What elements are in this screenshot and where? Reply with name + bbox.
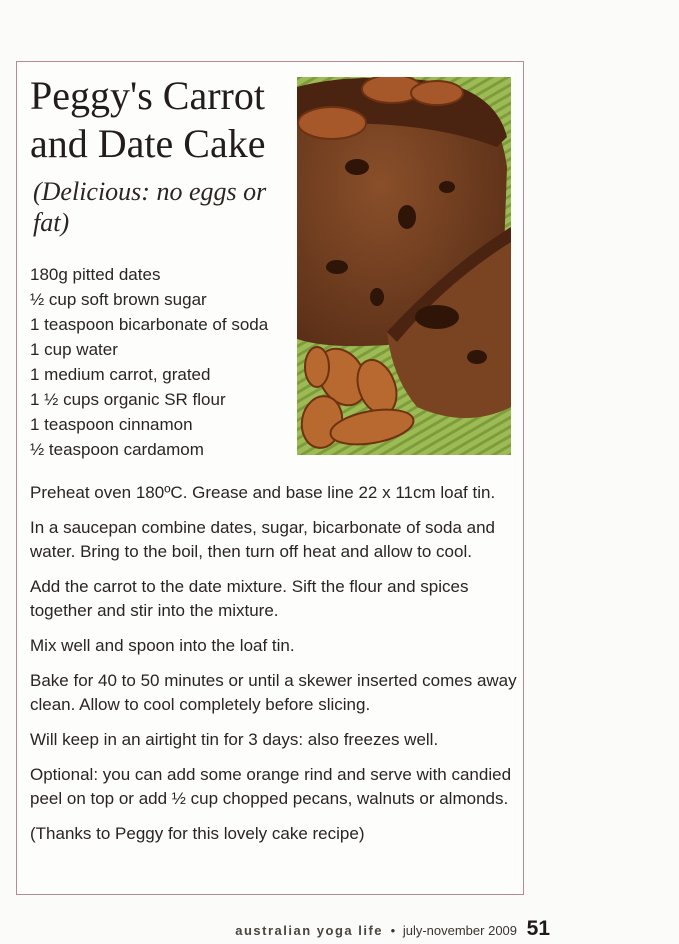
magazine-name: australian yoga life: [235, 923, 384, 938]
issue-date: july-november 2009: [402, 923, 518, 938]
recipe-subtitle: (Delicious: no eggs or fat): [33, 177, 267, 237]
ingredient-item: 1 ½ cups organic SR flour: [30, 390, 226, 409]
method-paragraph: (Thanks to Peggy for this lovely cake recipe): [30, 824, 365, 843]
method-paragraph: Add the carrot to the date mixture. Sift the flour and spices together and stir into the mixture.: [30, 577, 469, 620]
page-footer: [235, 917, 550, 941]
ingredient-item: ½ cup soft brown sugar: [30, 290, 207, 309]
method-paragraph: Mix well and spoon into the loaf tin.: [30, 636, 295, 655]
method-paragraph: Optional: you can add some orange rind and serve with candied peel on top or add ½ cup chopped pecans, walnuts or almonds.: [30, 765, 512, 808]
method-paragraph: Bake for 40 to 50 minutes or until a skewer inserted comes away clean. Allow to cool completely before slicing.: [30, 671, 517, 714]
method-paragraph: Preheat oven 180ºC. Grease and base line 22 x 11cm loaf tin.: [30, 483, 496, 502]
ingredient-list: [30, 262, 300, 462]
page-number: 51: [526, 917, 550, 940]
method-paragraph: In a saucepan combine dates, sugar, bicarbonate of soda and water. Bring to the boil, then turn off heat and allow to cool.: [30, 518, 495, 561]
ingredient-item: 1 medium carrot, grated: [30, 365, 211, 384]
ingredient-item: 1 cup water: [30, 340, 118, 359]
cake-photo: [297, 77, 511, 455]
ingredient-item: 180g pitted dates: [30, 265, 161, 284]
ingredient-item: ½ teaspoon cardamom: [30, 440, 204, 459]
recipe-title: Peggy's Carrot and Date Cake: [30, 73, 266, 166]
cake-illustration: [297, 77, 511, 455]
footer-separator: •: [390, 923, 396, 938]
ingredient-item: 1 teaspoon bicarbonate of soda: [30, 315, 269, 334]
method-paragraph: Will keep in an airtight tin for 3 days: also freezes well.: [30, 730, 439, 749]
ingredient-item: 1 teaspoon cinnamon: [30, 415, 193, 434]
method-section: [30, 481, 518, 857]
